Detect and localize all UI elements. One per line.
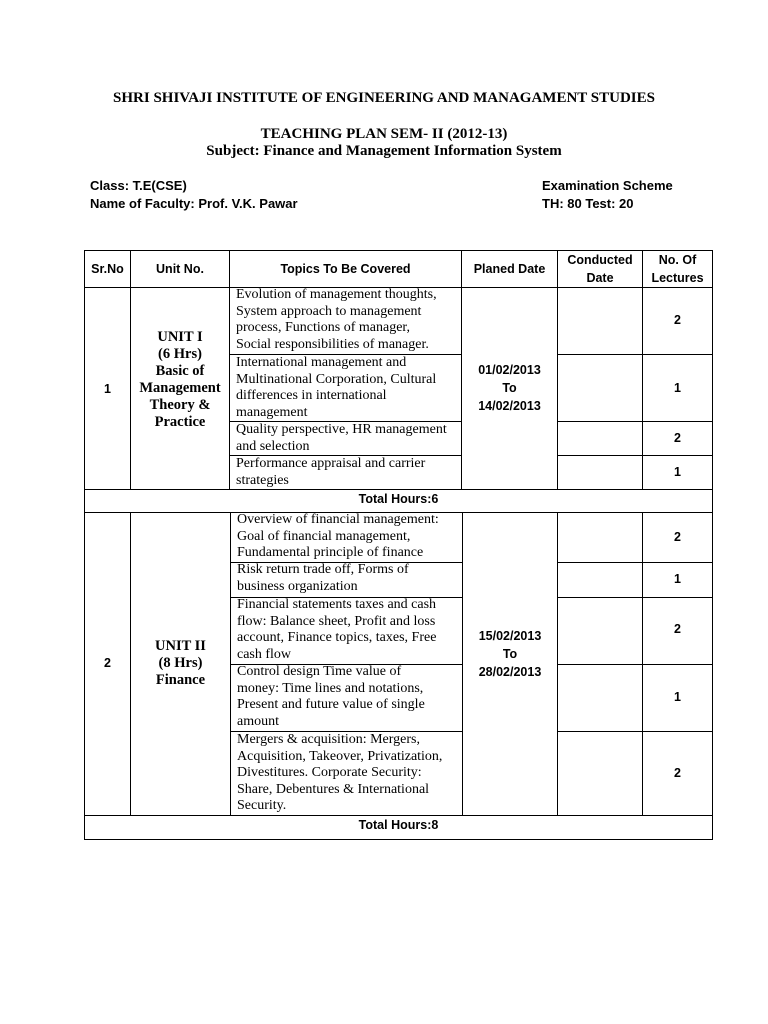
unit2-topic-2: Risk return trade off, Forms of business organization — [237, 562, 409, 594]
unit2-lectures-4: 1 — [674, 690, 681, 704]
row-divider — [557, 455, 713, 456]
unit1-topic-1: Evolution of management thoughts, System approach to management process, Functions of manager, Social responsibilities of manager. — [236, 287, 437, 352]
unit1-lectures-4: 1 — [674, 465, 681, 479]
teaching-plan-title: TEACHING PLAN SEM- II (2012-13) — [260, 126, 508, 142]
unit2-topic-3: Financial statements taxes and cash flow: Balance sheet, Profit and loss account, Finance topics, taxes, Free cash flow — [237, 597, 437, 662]
unit2-lectures-2: 1 — [674, 572, 681, 586]
unit1-topic-2: International management and Multinational Corporation, Cultural differences in international management — [236, 355, 437, 420]
institute-title: SHRI SHIVAJI INSTITUTE OF ENGINEERING AND MANAGAMENT STUDIES — [113, 90, 655, 106]
unit2-planned-date: 15/02/2013 To 28/02/2013 — [478, 629, 542, 679]
col-header-unit: Unit No. — [156, 262, 204, 276]
unit1-planned-date: 01/02/2013 To 14/02/2013 — [478, 363, 541, 413]
unit2-name: UNIT II (8 Hrs) Finance — [155, 638, 206, 688]
row-divider — [557, 421, 713, 422]
unit1-total-hours: Total Hours:6 — [358, 492, 439, 506]
table-border-left — [84, 250, 85, 840]
unit1-srno: 1 — [104, 382, 111, 396]
col-header-lectures: No. Of Lectures — [651, 253, 704, 285]
col-header-topics: Topics To Be Covered — [280, 262, 411, 276]
unit2-topic-4: Control design Time value of money: Time lines and notations, Present and future value of single amount — [237, 664, 425, 729]
unit2-srno: 2 — [104, 656, 111, 670]
table-border-bottom — [84, 839, 713, 840]
col-header-conducted-date: Conducted Date — [567, 253, 633, 285]
row-divider — [557, 664, 713, 665]
unit1-topic-3: Quality perspective, HR management and selection — [236, 422, 447, 454]
unit2-lectures-1: 2 — [674, 530, 681, 544]
th-test-label: TH: 80 Test: 20 — [542, 196, 634, 211]
unit2-total-hours: Total Hours:8 — [358, 818, 439, 832]
unit1-divider — [84, 489, 713, 490]
faculty-label: Name of Faculty: Prof. V.K. Pawar — [90, 196, 298, 211]
col-header-srno: Sr.No — [91, 262, 124, 276]
col-divider — [229, 250, 230, 490]
col-header-planned-date: Planed Date — [473, 262, 546, 276]
unit1-lectures-1: 2 — [674, 313, 681, 327]
unit2-topic-1: Overview of financial management: Goal of financial management, Fundamental principle of finance — [237, 512, 439, 560]
row-divider — [557, 597, 713, 598]
unit2-divider — [84, 815, 713, 816]
unit2-topic-5: Mergers & acquisition: Mergers, Acquisition, Takeover, Privatization, Divestitures. Corporate Security: Share, Debentures & International Security. — [237, 732, 443, 813]
row-divider — [557, 731, 713, 732]
unit1-topic-4: Performance appraisal and carrier strategies — [236, 456, 426, 488]
class-label: Class: T.E(CSE) — [90, 178, 187, 193]
exam-scheme-label: Examination Scheme — [542, 178, 673, 193]
unit2-lectures-5: 2 — [674, 766, 681, 780]
table-border-right — [712, 250, 713, 840]
unit1-name: UNIT I (6 Hrs) Basic of Management Theory & Practice — [139, 329, 221, 430]
unit2-lectures-3: 2 — [674, 622, 681, 636]
row-divider — [557, 354, 713, 355]
unit1-lectures-3: 2 — [674, 431, 681, 445]
unit1-lectures-2: 1 — [674, 381, 681, 395]
subject-line: Subject: Finance and Management Information System — [206, 143, 562, 159]
row-divider — [557, 562, 713, 563]
